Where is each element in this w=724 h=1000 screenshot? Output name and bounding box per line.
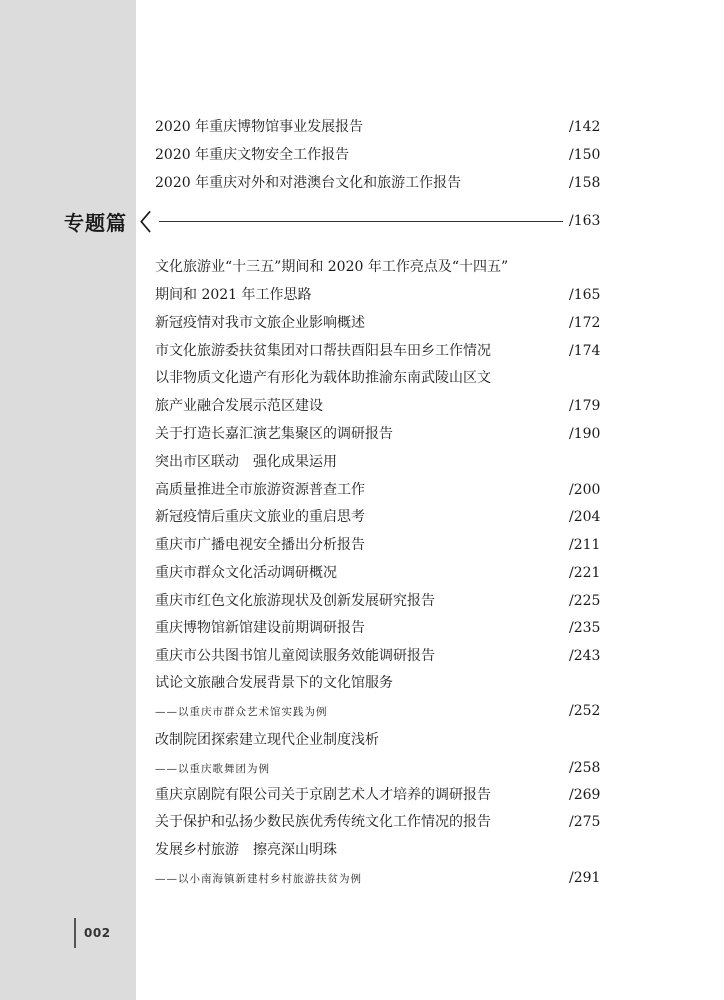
- toc-entry[interactable]: [155, 173, 613, 193]
- entry-title: 重庆市红色文化旅游现状及创新发展研究报告: [155, 593, 435, 609]
- entry-title-line1: 突出市区联动 强化成果运用: [155, 454, 337, 470]
- toc-entry[interactable]: [155, 507, 613, 527]
- entry-page: /269: [569, 787, 601, 803]
- entry-title-line1: 以非物质文化遗产有形化为载体助推渝东南武陵山区文: [155, 370, 491, 386]
- entry-title-line1: 改制院团探索建立现代企业制度浅析: [155, 732, 379, 748]
- entry-page: /225: [569, 593, 601, 609]
- toc-entry[interactable]: [155, 563, 613, 583]
- entry-page: /235: [569, 620, 601, 636]
- entry-page: /200: [569, 482, 601, 498]
- entry-page: /221: [569, 565, 601, 581]
- toc-entry[interactable]: [155, 424, 613, 444]
- entry-title: 2020 年重庆文物安全工作报告: [155, 147, 350, 163]
- chevron-left-icon: 〈: [129, 209, 152, 236]
- toc-entry[interactable]: [155, 646, 613, 666]
- toc-entry[interactable]: [155, 673, 613, 721]
- entry-title-line1: 发展乡村旅游 擦亮深山明珠: [155, 842, 337, 858]
- toc-entry[interactable]: [155, 313, 613, 333]
- entry-title: 重庆博物馆新馆建设前期调研报告: [155, 620, 365, 636]
- entry-title: 关于保护和弘扬少数民族优秀传统文化工作情况的报告: [155, 814, 491, 830]
- entry-page: /174: [569, 343, 601, 359]
- entry-page: /165: [569, 287, 601, 303]
- entry-page: /179: [569, 398, 601, 414]
- toc-entry[interactable]: [155, 341, 613, 361]
- entry-subtitle: ——以小南海镇新建村乡村旅游扶贫为例: [155, 873, 362, 885]
- toc-entry[interactable]: [155, 257, 613, 305]
- section-title: 专题篇: [64, 210, 127, 235]
- entry-title: 2020 年重庆博物馆事业发展报告: [155, 119, 364, 135]
- entry-title: 重庆市广播电视安全播出分析报告: [155, 537, 365, 553]
- entry-title: 新冠疫情对我市文旅企业影响概述: [155, 315, 365, 331]
- toc-entry[interactable]: [155, 618, 613, 638]
- toc-entry[interactable]: [155, 591, 613, 611]
- section-page: /163: [569, 213, 601, 229]
- entry-title: 重庆市公共图书馆儿童阅读服务效能调研报告: [155, 648, 435, 664]
- entry-page: /142: [569, 119, 601, 135]
- toc-entry[interactable]: [155, 452, 613, 500]
- entry-title-line1: 文化旅游业“十三五”期间和 2020 年工作亮点及“十四五”: [155, 259, 509, 275]
- entry-page: /258: [569, 760, 601, 776]
- section-header[interactable]: [64, 207, 613, 235]
- page-number: 002: [84, 926, 111, 940]
- entry-title: 重庆京剧院有限公司关于京剧艺术人才培养的调研报告: [155, 787, 491, 803]
- toc-entry[interactable]: [155, 535, 613, 555]
- entry-title-line2: 高质量推进全市旅游资源普查工作: [155, 482, 365, 498]
- entry-page: /158: [569, 175, 601, 191]
- entry-title: 关于打造长嘉汇演艺集聚区的调研报告: [155, 426, 393, 442]
- entry-title: 2020 年重庆对外和对港澳台文化和旅游工作报告: [155, 175, 462, 191]
- toc-entry[interactable]: [155, 812, 613, 832]
- entry-title: 重庆市群众文化活动调研概况: [155, 565, 337, 581]
- entry-title-line2: 期间和 2021 年工作思路: [155, 287, 312, 303]
- entry-page: /275: [569, 814, 601, 830]
- toc-entry[interactable]: [155, 840, 613, 888]
- toc-entry[interactable]: [155, 145, 613, 165]
- toc-entry[interactable]: [155, 368, 613, 416]
- entry-page: /190: [569, 426, 601, 442]
- entry-page: /172: [569, 315, 601, 331]
- section-rule: [159, 221, 563, 222]
- entry-page: /204: [569, 509, 601, 525]
- entry-page: /150: [569, 147, 601, 163]
- entry-title-line2: 旅产业融合发展示范区建设: [155, 398, 323, 414]
- entry-subtitle: ——以重庆市群众艺术馆实践为例: [155, 706, 328, 718]
- toc-entry[interactable]: [155, 730, 613, 778]
- entry-page: /243: [569, 648, 601, 664]
- entry-subtitle: ——以重庆歌舞团为例: [155, 763, 270, 775]
- entry-title: 市文化旅游委扶贫集团对口帮扶酉阳县车田乡工作情况: [155, 343, 491, 359]
- toc-entry[interactable]: [155, 117, 613, 137]
- entry-title: 新冠疫情后重庆文旅业的重启思考: [155, 509, 365, 525]
- entry-page: /211: [569, 537, 601, 553]
- page-number-block: [74, 918, 111, 948]
- side-band: [0, 0, 136, 1000]
- entry-page: /252: [569, 703, 601, 719]
- entry-page: /291: [569, 870, 601, 886]
- entry-title-line1: 试论文旅融合发展背景下的文化馆服务: [155, 675, 393, 691]
- toc-entry[interactable]: [155, 785, 613, 805]
